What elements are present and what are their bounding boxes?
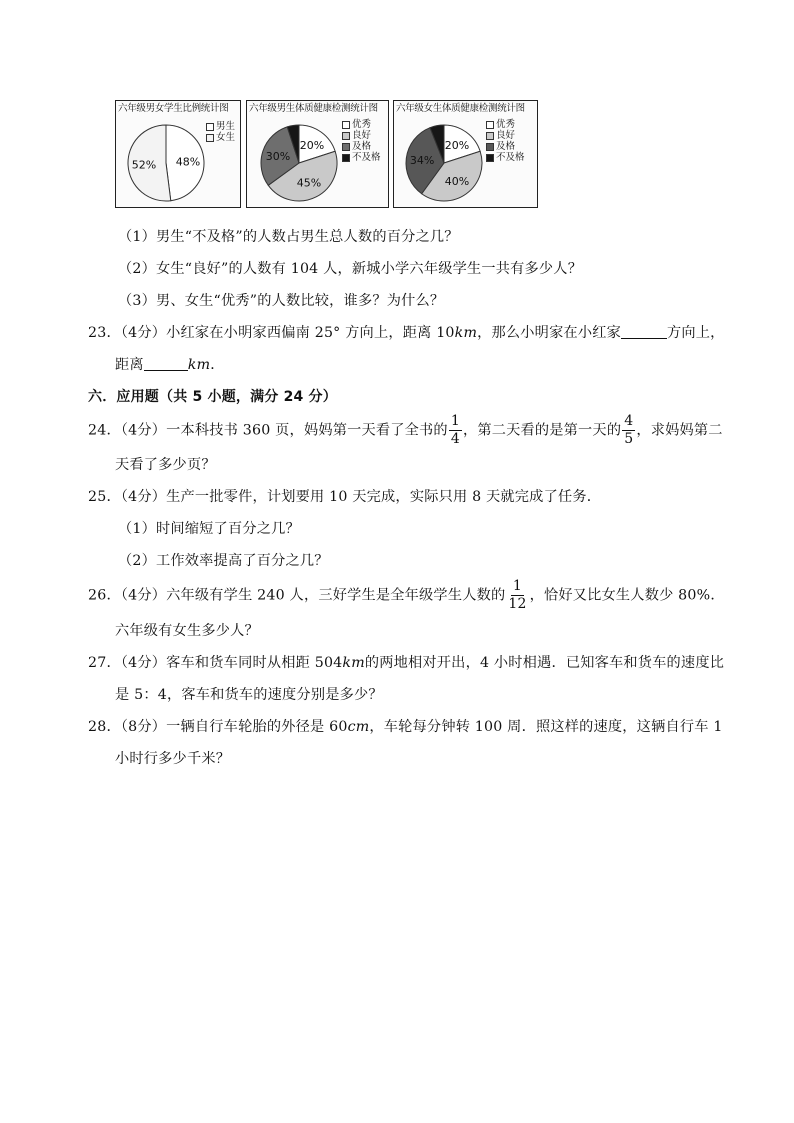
legend-label: 良好 xyxy=(352,130,372,141)
slice-label: 30% xyxy=(265,150,291,164)
answer-blank[interactable] xyxy=(144,356,188,371)
chart-title: 六年级女生体质健康检测统计图 xyxy=(396,103,525,114)
answer-blank[interactable] xyxy=(621,324,667,339)
legend-label: 良好 xyxy=(496,130,516,141)
legend-swatch xyxy=(342,143,350,151)
legend-label: 不及格 xyxy=(496,152,525,163)
pie-svg xyxy=(116,101,242,209)
q25-sub-1: （1）时间缩短了百分之几？ xyxy=(118,521,300,537)
question-26 xyxy=(88,578,725,613)
legend-swatch xyxy=(486,143,494,151)
legend-swatch xyxy=(486,154,494,162)
fraction-denominator: 4 xyxy=(450,431,460,447)
chart-legend xyxy=(342,119,381,163)
q27-text: 的两地相对开出，4 小时相遇．已知客车和货车的速度比 xyxy=(364,655,725,671)
slice-label: 48% xyxy=(175,155,201,169)
q26-text: 26．（4分）六年级有学生 240 人，三好学生是全年级学生人数的 xyxy=(88,587,506,604)
legend-item xyxy=(486,152,525,163)
q24-text: ，求妈妈第二 xyxy=(636,422,723,439)
q24-text: ，第二天看的是第一天的 xyxy=(462,422,622,439)
fraction xyxy=(506,578,528,613)
slice-label: 20% xyxy=(444,139,470,153)
slice-label: 34% xyxy=(409,154,435,168)
question-25: 25．（4分）生产一批零件，计划要用 10 天完成，实际只用 8 天就完成了任务． xyxy=(88,489,602,505)
legend-item xyxy=(206,121,235,132)
question-27-cont: 是 5：4，客车和货车的速度分别是多少？ xyxy=(115,687,383,703)
question-27 xyxy=(88,652,724,672)
legend-swatch xyxy=(206,123,214,131)
chart-title: 六年级男生体质健康检测统计图 xyxy=(249,103,378,114)
legend-swatch xyxy=(206,134,214,142)
slice-label: 40% xyxy=(444,174,470,188)
fraction-denominator: 12 xyxy=(508,596,527,612)
q27-text: 27．（4分）客车和货车同时从相距 504 xyxy=(88,655,343,671)
question-28 xyxy=(88,716,723,736)
legend-label: 女生 xyxy=(216,132,236,143)
legend-item xyxy=(342,130,381,141)
legend-item xyxy=(486,119,525,130)
q28-text: ，车轮每分钟转 100 周．照这样的速度，这辆自行车 1 xyxy=(369,719,723,735)
chart-strip xyxy=(115,100,545,212)
q23-text: 23．（4分）小红家在小明家西偏南 25° 方向上，距离 10 xyxy=(88,325,455,341)
fraction-numerator: 4 xyxy=(624,413,634,429)
legend-label: 优秀 xyxy=(496,119,516,130)
fraction-numerator: 1 xyxy=(512,578,523,594)
q26-text: ，恰好又比女生人数少 80%． xyxy=(529,587,725,604)
legend-item xyxy=(342,141,381,152)
boys-health-chart xyxy=(246,100,389,208)
legend-swatch xyxy=(342,154,350,162)
question-24-cont: 天看了多少页？ xyxy=(115,457,216,473)
q22-sub-1: （1）男生“不及格”的人数占男生总人数的百分之几？ xyxy=(118,229,459,245)
q22-sub-2: （2）女生“良好”的人数有 104 人，新城小学六年级学生一共有多少人？ xyxy=(118,261,583,277)
question-23 xyxy=(88,322,725,342)
legend-item xyxy=(486,130,525,141)
legend-swatch xyxy=(342,121,350,129)
fraction xyxy=(449,413,462,448)
q23-text: 方向上， xyxy=(667,325,725,341)
q23-text: ，那么小明家在小红家 xyxy=(477,325,622,341)
q23-text: ． xyxy=(210,357,225,373)
chart-legend xyxy=(486,119,525,163)
slice-label: 52% xyxy=(131,158,157,172)
slice-label: 20% xyxy=(299,139,325,153)
unit-km: km xyxy=(342,655,365,671)
legend-swatch xyxy=(342,132,350,140)
slice-label: 45% xyxy=(296,176,322,190)
unit-cm: cm xyxy=(347,719,370,735)
legend-item xyxy=(486,141,525,152)
question-24 xyxy=(88,413,723,448)
q25-sub-2: （2）工作效率提高了百分之几？ xyxy=(118,553,329,569)
chart-legend xyxy=(206,121,235,143)
fraction-numerator: 1 xyxy=(450,413,460,429)
unit-km: km xyxy=(187,357,211,373)
legend-label: 男生 xyxy=(216,121,236,132)
legend-swatch xyxy=(486,121,494,129)
legend-label: 及格 xyxy=(496,141,516,152)
fraction xyxy=(622,413,635,448)
legend-item xyxy=(342,152,381,163)
legend-item xyxy=(206,132,235,143)
legend-label: 优秀 xyxy=(352,119,372,130)
question-23-cont xyxy=(115,354,225,374)
question-28-cont: 小时行多少千米？ xyxy=(115,751,231,767)
q23-text: 距离 xyxy=(115,357,144,373)
q22-sub-3: （3）男、女生“优秀”的人数比较，谁多？为什么？ xyxy=(118,293,445,309)
question-26-cont: 六年级有女生多少人？ xyxy=(115,623,259,639)
legend-swatch xyxy=(486,132,494,140)
q24-text: 24．（4分）一本科技书 360 页，妈妈第一天看了全书的 xyxy=(88,422,448,439)
fraction-denominator: 5 xyxy=(624,431,634,447)
legend-label: 及格 xyxy=(352,141,372,152)
legend-label: 不及格 xyxy=(352,152,381,163)
section-heading: 六．应用题（共 5 小题，满分 24 分） xyxy=(88,389,337,405)
unit-km: km xyxy=(454,325,478,341)
girls-health-chart xyxy=(393,100,538,208)
gender-ratio-chart xyxy=(115,100,241,208)
q28-text: 28．（8分）一辆自行车轮胎的外径是 60 xyxy=(88,719,348,735)
chart-title: 六年级男女学生比例统计图 xyxy=(118,103,229,114)
legend-item xyxy=(342,119,381,130)
